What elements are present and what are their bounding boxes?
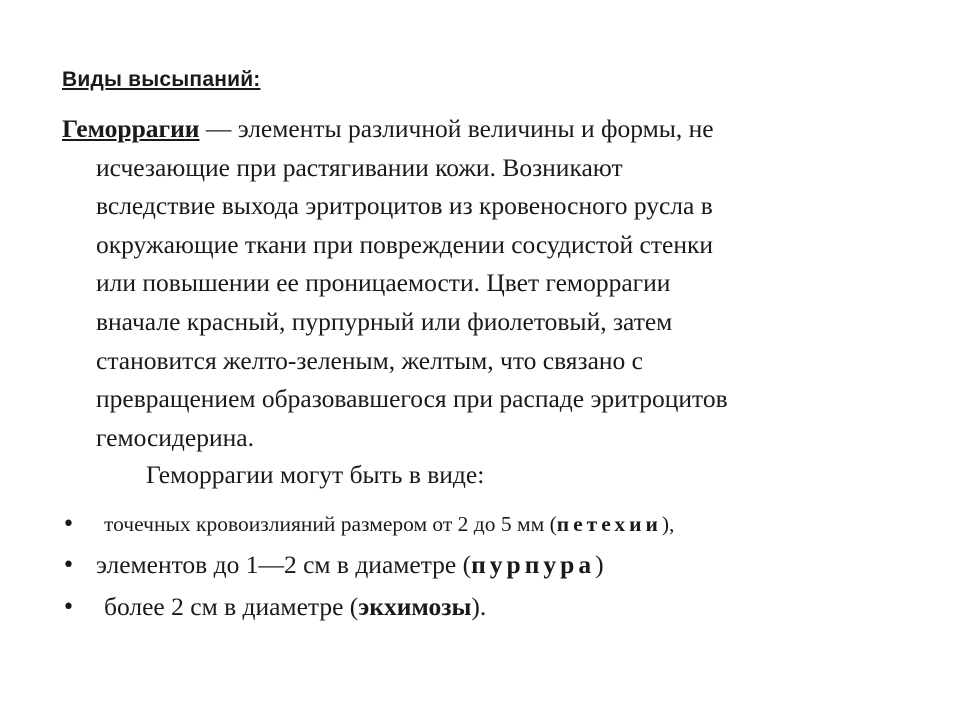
slide-heading: Виды высыпаний: <box>62 68 261 91</box>
term-ecchymoses: экхимозы <box>358 592 472 621</box>
term-petechiae: петехии <box>556 512 662 536</box>
description-line-1: Геморрагии — элементы различной величины и формы, не <box>62 114 714 143</box>
forms-lead: Геморрагии могут быть в виде: <box>146 460 485 489</box>
description-line-5: или повышении ее проницаемости. Цвет геморрагии <box>96 268 671 298</box>
hemorrhage-description <box>62 110 902 457</box>
bullet-icon: • <box>62 595 75 620</box>
description-line-6: вначале красный, пурпурный или фиолетовый, затем <box>96 306 673 336</box>
description-line-3: вследствие выхода эритроцитов из кровеносного русла в <box>96 191 713 221</box>
description-line-7: становится желто-зеленым, желтым, что связано с <box>96 345 644 375</box>
slide: Виды высыпаний: Геморрагии — элементы различной величины и формы, не исчезающие при растягивании кожи. Возникают вследствие выхода эритроцитов из кровеносного русла в окружающие ткани при повреждении сосудистой стенки или повышении ее проницаемости. Цвет геморрагии вначале красный, пурпурный или фиолетовый, затем становится желто-зеленым, желтым, что связано с превращением образовавшегося при распаде эритроцитов гемосидерина. Геморрагии могут быть в виде: • точечных кровоизлияний размером от 2 до 5 мм (петехии), • элементов до 1—2 см в диаметре (пурпура) • более 2 см в диаметре (экхимозы). <box>0 0 960 720</box>
bullet-icon: • <box>62 553 75 578</box>
term-purpura: пурпура <box>471 550 596 579</box>
term-hemorrhage: Геморрагии <box>62 114 200 143</box>
description-line-2: исчезающие при растягивании кожи. Возникают <box>96 152 623 182</box>
description-line-8: превращением образовавшегося при распаде эритроцитов <box>96 384 728 414</box>
bullet-icon: • <box>62 512 75 537</box>
description-line-4: окружающие ткани при повреждении сосудистой стенки <box>96 229 714 259</box>
description-line-9: гемосидерина. <box>96 422 254 452</box>
